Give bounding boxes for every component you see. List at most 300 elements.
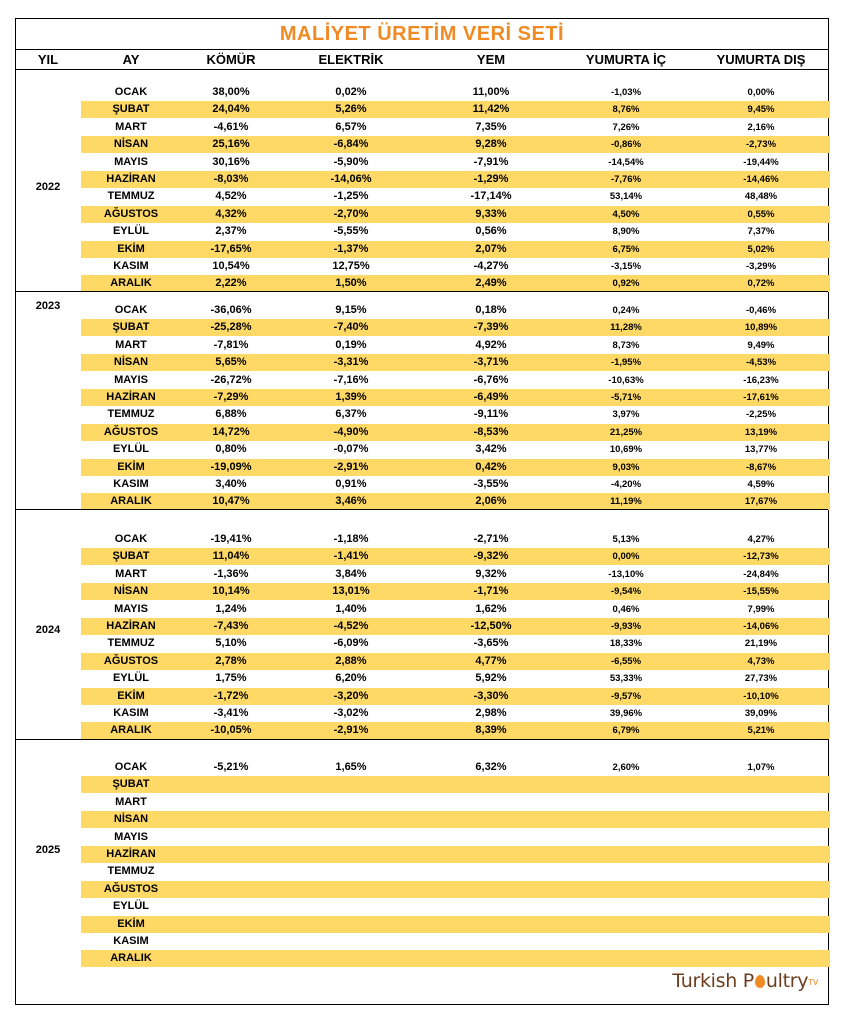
- value-cell: -3,65%: [473, 637, 509, 650]
- value-cell: [181, 916, 281, 933]
- turkish-poultry-logo: [672, 970, 818, 992]
- value-cell: [181, 950, 281, 967]
- value-cell: 10,54%: [212, 260, 250, 272]
- month-cell: NİSAN: [113, 138, 149, 151]
- value-cell: 1,07%: [747, 762, 775, 773]
- table-row: [16, 566, 830, 583]
- value-cell: 0,00%: [747, 87, 775, 98]
- value-cell: [291, 898, 411, 915]
- month-cell: TEMMUZ: [107, 865, 155, 878]
- table-row: [16, 136, 830, 153]
- month-cell: HAZİRAN: [106, 620, 156, 632]
- header-yem: YEM: [476, 52, 506, 67]
- value-cell: -10,10%: [743, 690, 779, 702]
- value-cell: -7,76%: [610, 174, 642, 185]
- value-cell: 2,78%: [215, 654, 247, 667]
- month-cell: NİSAN: [113, 585, 149, 598]
- value-cell: -1,25%: [333, 190, 369, 203]
- value-cell: 5,65%: [215, 356, 247, 369]
- month-cell: ARALIK: [110, 952, 152, 965]
- value-cell: 2,49%: [475, 277, 507, 290]
- value-cell: 0,56%: [475, 225, 507, 238]
- value-cell: [696, 846, 826, 863]
- table-row: [16, 459, 830, 476]
- year-label: 2024: [35, 624, 61, 636]
- value-cell: 0,02%: [335, 86, 367, 98]
- value-cell: -16,23%: [743, 374, 779, 386]
- value-cell: [181, 933, 281, 950]
- header-yil: YIL: [37, 52, 59, 67]
- value-cell: -2,91%: [333, 460, 369, 473]
- value-cell: -8,53%: [473, 425, 509, 438]
- month-cell: MART: [115, 795, 147, 808]
- value-cell: [561, 950, 691, 967]
- value-cell: 8,90%: [612, 226, 640, 238]
- year-divider: [16, 291, 828, 292]
- value-cell: -2,25%: [745, 409, 777, 421]
- value-cell: [426, 794, 556, 811]
- value-cell: [181, 829, 281, 846]
- value-cell: -8,67%: [745, 461, 777, 473]
- value-cell: 1,39%: [335, 391, 367, 403]
- value-cell: -0,46%: [745, 305, 777, 316]
- value-cell: -9,11%: [473, 408, 509, 421]
- value-cell: -17,61%: [743, 392, 779, 403]
- header-yumurta-ic: YUMURTA İÇ: [585, 52, 667, 67]
- value-cell: 6,37%: [335, 408, 367, 421]
- value-cell: -5,71%: [610, 392, 642, 403]
- value-cell: -3,30%: [473, 689, 509, 702]
- month-cell: KASIM: [113, 707, 149, 719]
- value-cell: 5,02%: [747, 243, 775, 255]
- value-cell: 10,47%: [212, 495, 250, 508]
- value-cell: 9,49%: [747, 339, 775, 351]
- value-cell: [696, 933, 826, 950]
- value-cell: -1,71%: [473, 585, 509, 598]
- value-cell: 53,33%: [609, 673, 643, 685]
- month-cell: OCAK: [114, 304, 148, 316]
- table-row: [16, 881, 830, 898]
- value-cell: 1,40%: [335, 602, 367, 615]
- table-row: [16, 601, 830, 618]
- table-row: [16, 846, 830, 863]
- value-cell: 2,22%: [215, 277, 247, 290]
- value-cell: 3,97%: [612, 409, 640, 421]
- value-cell: 4,73%: [747, 655, 775, 667]
- table-row: [16, 548, 830, 565]
- value-cell: 4,92%: [475, 338, 507, 351]
- value-cell: -0,86%: [610, 139, 642, 151]
- value-cell: [426, 916, 556, 933]
- value-cell: [561, 811, 691, 828]
- value-cell: [696, 811, 826, 828]
- value-cell: [696, 881, 826, 898]
- value-cell: [696, 794, 826, 811]
- table-row: [16, 916, 830, 933]
- value-cell: 9,03%: [612, 461, 640, 473]
- value-cell: 21,19%: [744, 638, 778, 650]
- table-row: [16, 933, 830, 950]
- value-cell: -2,91%: [333, 724, 369, 737]
- value-cell: 0,55%: [747, 208, 775, 220]
- value-cell: 3,42%: [475, 443, 507, 456]
- month-cell: ŞUBAT: [112, 103, 150, 116]
- logo-sup: TV: [808, 978, 818, 987]
- month-cell: OCAK: [114, 761, 148, 773]
- value-cell: 25,16%: [212, 138, 250, 151]
- value-cell: -6,09%: [333, 637, 369, 650]
- value-cell: -1,41%: [333, 550, 369, 563]
- table-row: [16, 688, 830, 705]
- month-cell: KASIM: [113, 935, 149, 947]
- value-cell: 3,40%: [215, 478, 247, 490]
- value-cell: 9,32%: [475, 567, 507, 580]
- month-cell: EKİM: [117, 917, 145, 930]
- month-cell: ARALIK: [110, 495, 152, 508]
- value-cell: 0,00%: [612, 551, 640, 563]
- year-label: 2025: [35, 844, 61, 856]
- table-row: [16, 258, 830, 275]
- value-cell: 2,88%: [335, 654, 367, 667]
- value-cell: 11,19%: [610, 496, 642, 508]
- value-cell: -14,06%: [330, 173, 372, 185]
- value-cell: [426, 811, 556, 828]
- value-cell: -12,50%: [470, 620, 512, 632]
- value-cell: -26,72%: [210, 373, 252, 386]
- value-cell: 0,24%: [612, 305, 640, 316]
- table-row: [16, 863, 830, 880]
- table-row: [16, 493, 830, 510]
- value-cell: -3,02%: [333, 707, 369, 719]
- value-cell: -19,09%: [210, 460, 252, 473]
- value-cell: 9,28%: [475, 138, 507, 151]
- month-cell: NİSAN: [113, 356, 149, 369]
- month-cell: NİSAN: [113, 813, 149, 826]
- value-cell: 53,14%: [609, 191, 643, 203]
- value-cell: -4,52%: [333, 620, 369, 632]
- table-row: [16, 531, 830, 548]
- table-row: [16, 705, 830, 722]
- month-cell: EKİM: [117, 689, 145, 702]
- value-cell: 38,00%: [212, 86, 250, 98]
- value-cell: [426, 950, 556, 967]
- value-cell: 8,76%: [612, 104, 640, 116]
- value-cell: 6,88%: [215, 408, 247, 421]
- value-cell: -3,20%: [333, 689, 369, 702]
- value-cell: 4,52%: [215, 190, 247, 203]
- value-cell: -4,27%: [473, 260, 509, 272]
- value-cell: -9,32%: [473, 550, 509, 563]
- value-cell: -4,53%: [745, 357, 777, 369]
- value-cell: -3,41%: [213, 707, 249, 719]
- value-cell: -9,54%: [610, 586, 642, 598]
- value-cell: [181, 863, 281, 880]
- value-cell: -8,03%: [213, 173, 249, 185]
- logo-text-b: ultry: [765, 970, 809, 992]
- month-cell: HAZİRAN: [106, 848, 156, 860]
- value-cell: 7,26%: [612, 121, 640, 133]
- value-cell: -14,54%: [608, 156, 644, 168]
- table-row: [16, 275, 830, 292]
- value-cell: -14,46%: [743, 174, 779, 185]
- value-cell: [426, 846, 556, 863]
- value-cell: 11,42%: [472, 103, 510, 116]
- table-row: [16, 101, 830, 118]
- value-cell: [426, 881, 556, 898]
- value-cell: -3,15%: [610, 261, 642, 272]
- value-cell: 9,45%: [747, 104, 775, 116]
- value-cell: 5,13%: [612, 534, 640, 545]
- value-cell: [291, 776, 411, 793]
- table-row: [16, 119, 830, 136]
- value-cell: 4,32%: [215, 207, 247, 220]
- value-cell: [291, 933, 411, 950]
- month-cell: KASIM: [113, 478, 149, 490]
- value-cell: [696, 950, 826, 967]
- table-row: [16, 476, 830, 493]
- value-cell: [181, 881, 281, 898]
- value-cell: 7,37%: [747, 226, 775, 238]
- value-cell: [696, 863, 826, 880]
- value-cell: [291, 794, 411, 811]
- value-cell: 0,80%: [215, 443, 247, 456]
- value-cell: 13,01%: [332, 585, 370, 598]
- value-cell: -7,16%: [333, 373, 369, 386]
- value-cell: -7,40%: [333, 321, 369, 334]
- value-cell: 39,96%: [609, 708, 643, 719]
- month-cell: OCAK: [114, 86, 148, 98]
- value-cell: 4,27%: [747, 534, 775, 545]
- value-cell: 11,04%: [212, 550, 250, 563]
- value-cell: [181, 776, 281, 793]
- value-cell: 0,91%: [335, 478, 367, 490]
- table-row: [16, 319, 830, 336]
- value-cell: -5,90%: [333, 155, 369, 168]
- value-cell: -7,81%: [213, 338, 249, 351]
- value-cell: 18,33%: [609, 638, 643, 650]
- header-komur: KÖMÜR: [206, 52, 256, 67]
- value-cell: 2,06%: [475, 495, 507, 508]
- value-cell: -7,39%: [473, 321, 509, 334]
- table-row: [16, 618, 830, 635]
- value-cell: 2,98%: [475, 707, 507, 719]
- table-row: [16, 424, 830, 441]
- table-row: [16, 389, 830, 406]
- value-cell: 5,26%: [335, 103, 367, 116]
- value-cell: -7,91%: [473, 155, 509, 168]
- value-cell: 8,39%: [475, 724, 507, 737]
- value-cell: [181, 811, 281, 828]
- value-cell: 4,59%: [747, 479, 775, 490]
- value-cell: [561, 881, 691, 898]
- table-row: [16, 776, 830, 793]
- data-table: [15, 18, 829, 1005]
- value-cell: 24,04%: [212, 103, 250, 116]
- value-cell: [291, 811, 411, 828]
- month-cell: AĞUSTOS: [103, 425, 159, 438]
- value-cell: 4,50%: [612, 208, 640, 220]
- value-cell: [561, 898, 691, 915]
- header-yumurta-dis: YUMURTA DIŞ: [716, 52, 806, 67]
- month-cell: EYLÜL: [112, 900, 150, 913]
- table-row: [16, 302, 830, 319]
- month-cell: HAZİRAN: [106, 173, 156, 185]
- value-cell: [291, 846, 411, 863]
- value-cell: -25,28%: [210, 321, 252, 334]
- value-cell: -24,84%: [743, 568, 779, 580]
- value-cell: [291, 916, 411, 933]
- value-cell: -3,71%: [473, 356, 509, 369]
- value-cell: -7,29%: [213, 391, 249, 403]
- value-cell: 5,92%: [475, 672, 507, 685]
- month-cell: ARALIK: [110, 724, 152, 737]
- value-cell: 11,28%: [610, 322, 642, 334]
- value-cell: -5,55%: [333, 225, 369, 238]
- table-row: [16, 206, 830, 223]
- month-cell: TEMMUZ: [107, 190, 155, 203]
- value-cell: -2,71%: [473, 533, 509, 545]
- table-row: [16, 372, 830, 389]
- value-cell: -1,36%: [213, 567, 249, 580]
- month-cell: MART: [115, 120, 147, 133]
- value-cell: 12,75%: [332, 260, 370, 272]
- value-cell: -0,07%: [333, 443, 369, 456]
- value-cell: -6,84%: [333, 138, 369, 151]
- table-row: [16, 154, 830, 171]
- value-cell: 2,60%: [612, 762, 640, 773]
- header-row: [16, 49, 828, 70]
- value-cell: 6,79%: [612, 725, 640, 737]
- value-cell: -12,73%: [743, 551, 779, 563]
- table-row: [16, 354, 830, 371]
- value-cell: 2,16%: [747, 121, 775, 133]
- value-cell: [291, 881, 411, 898]
- month-cell: MAYIS: [114, 830, 148, 843]
- value-cell: -6,76%: [473, 373, 509, 386]
- value-cell: 5,21%: [747, 725, 775, 737]
- month-cell: EKİM: [117, 460, 145, 473]
- year-divider: [16, 509, 828, 510]
- value-cell: -1,29%: [473, 173, 509, 185]
- value-cell: -14,06%: [743, 621, 779, 632]
- value-cell: -19,41%: [210, 533, 252, 545]
- month-cell: ŞUBAT: [112, 778, 150, 791]
- table-row: [16, 653, 830, 670]
- value-cell: [561, 846, 691, 863]
- month-cell: AĞUSTOS: [103, 654, 159, 667]
- value-cell: 48,48%: [744, 191, 778, 203]
- header-elektrik: ELEKTRİK: [318, 52, 384, 67]
- month-cell: HAZİRAN: [106, 391, 156, 403]
- value-cell: 3,46%: [335, 495, 367, 508]
- table-row: [16, 188, 830, 205]
- table-row: [16, 670, 830, 687]
- value-cell: -10,63%: [608, 374, 644, 386]
- value-cell: 10,89%: [744, 322, 778, 334]
- value-cell: 11,00%: [472, 86, 510, 98]
- value-cell: -15,55%: [743, 586, 779, 598]
- value-cell: 1,65%: [335, 761, 367, 773]
- table-row: [16, 811, 830, 828]
- value-cell: -4,61%: [213, 120, 249, 133]
- value-cell: [696, 898, 826, 915]
- value-cell: 1,50%: [335, 277, 367, 290]
- value-cell: [291, 950, 411, 967]
- table-row: [16, 241, 830, 258]
- value-cell: 10,14%: [212, 585, 250, 598]
- month-cell: EYLÜL: [112, 672, 150, 685]
- value-cell: [561, 933, 691, 950]
- month-cell: MAYIS: [114, 602, 148, 615]
- value-cell: [561, 776, 691, 793]
- table-title: MALİYET ÜRETİM VERİ SETİ: [279, 23, 565, 45]
- value-cell: 1,75%: [215, 672, 247, 685]
- value-cell: 2,07%: [475, 242, 507, 255]
- value-cell: 8,73%: [612, 339, 640, 351]
- value-cell: -6,55%: [610, 655, 642, 667]
- value-cell: [696, 916, 826, 933]
- month-cell: KASIM: [113, 260, 149, 272]
- value-cell: 13,19%: [744, 426, 778, 438]
- value-cell: -2,73%: [745, 139, 777, 151]
- value-cell: 1,24%: [215, 602, 247, 615]
- value-cell: [291, 829, 411, 846]
- value-cell: -13,10%: [608, 568, 644, 580]
- table-row: [16, 950, 830, 967]
- value-cell: -10,05%: [210, 724, 252, 737]
- table-row: [16, 759, 830, 776]
- table-row: [16, 794, 830, 811]
- value-cell: 30,16%: [212, 155, 250, 168]
- value-cell: 17,67%: [744, 496, 778, 508]
- month-cell: EYLÜL: [112, 443, 150, 456]
- month-cell: MAYIS: [114, 373, 148, 386]
- value-cell: 10,69%: [609, 444, 643, 456]
- value-cell: -2,70%: [333, 207, 369, 220]
- value-cell: [426, 776, 556, 793]
- value-cell: -5,21%: [213, 761, 249, 773]
- value-cell: 1,62%: [475, 602, 507, 615]
- table-row: [16, 829, 830, 846]
- value-cell: -1,37%: [333, 242, 369, 255]
- value-cell: 4,77%: [475, 654, 507, 667]
- value-cell: -3,29%: [745, 261, 777, 272]
- value-cell: [561, 794, 691, 811]
- table-row: [16, 441, 830, 458]
- value-cell: 13,77%: [744, 444, 778, 456]
- value-cell: -4,90%: [333, 425, 369, 438]
- value-cell: 21,25%: [609, 426, 643, 438]
- value-cell: -17,65%: [210, 242, 252, 255]
- value-cell: 6,32%: [475, 761, 507, 773]
- value-cell: -4,20%: [610, 479, 642, 490]
- month-cell: TEMMUZ: [107, 408, 155, 421]
- value-cell: [426, 829, 556, 846]
- value-cell: 9,15%: [335, 304, 367, 316]
- value-cell: 5,10%: [215, 637, 247, 650]
- value-cell: [181, 794, 281, 811]
- table-row: [16, 635, 830, 652]
- value-cell: -19,44%: [743, 156, 779, 168]
- month-cell: MART: [115, 567, 147, 580]
- value-cell: -6,49%: [473, 391, 509, 403]
- table-row: [16, 722, 830, 739]
- table-row: [16, 583, 830, 600]
- value-cell: 6,57%: [335, 120, 367, 133]
- table-row: [16, 898, 830, 915]
- value-cell: 14,72%: [212, 425, 250, 438]
- month-cell: ARALIK: [110, 277, 152, 290]
